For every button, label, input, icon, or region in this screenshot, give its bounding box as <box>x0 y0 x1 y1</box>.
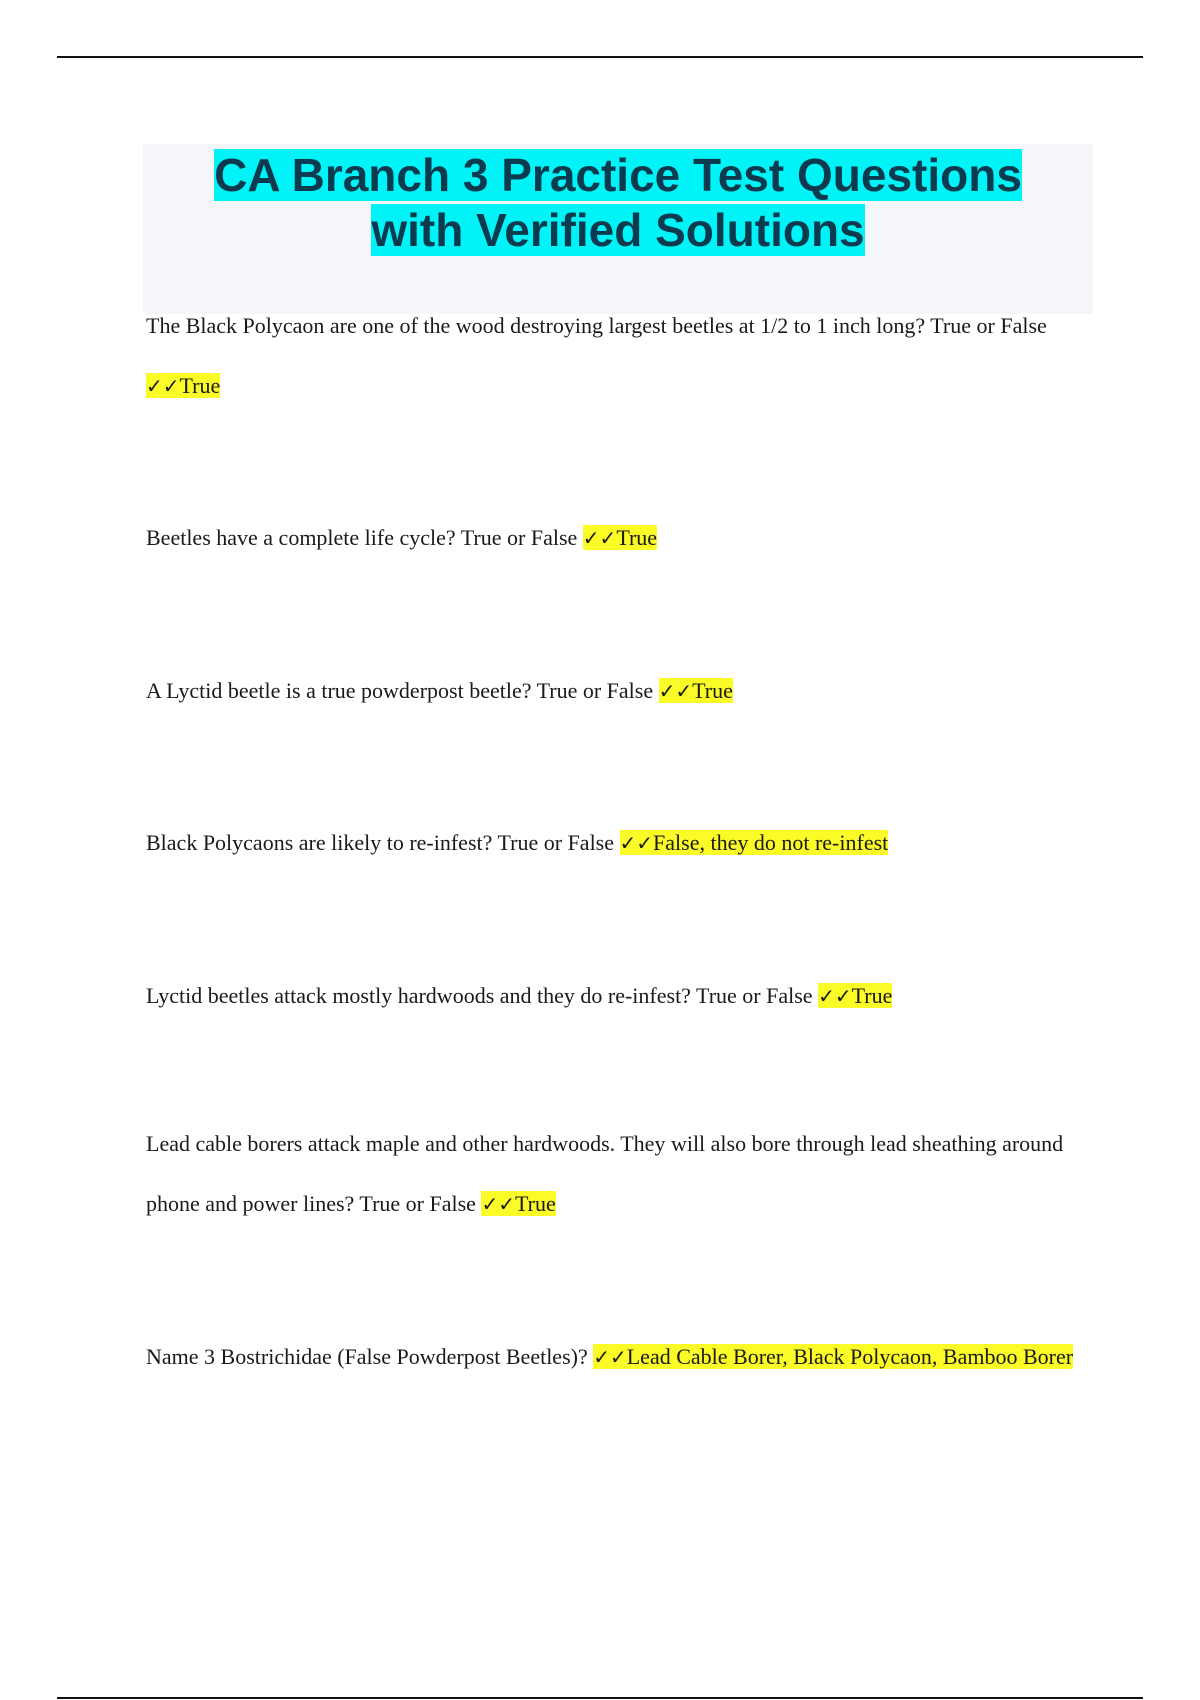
answer-text: Lead Cable Borer, Black Polycaon, Bamboo Borer <box>626 1344 1074 1369</box>
header-rule <box>57 56 1143 58</box>
question-text: Beetles have a complete life cycle? True or False <box>146 525 578 550</box>
qa-item <box>146 661 1096 721</box>
question-text: A Lyctid beetle is a true powderpost beetle? True or False <box>146 678 654 703</box>
question-text: Lead cable borers attack maple and other hardwoods. They will also bore through lead sheathing around phone and power lines? True or False <box>146 1131 1064 1216</box>
answer-text: True <box>616 525 658 550</box>
qa-item <box>146 508 1096 568</box>
double-check-icon: ✓✓ <box>593 1345 627 1369</box>
qa-item <box>146 1327 1096 1387</box>
qa-item <box>146 1114 1096 1234</box>
double-check-icon: ✓✓ <box>481 1192 515 1216</box>
question-text: Lyctid beetles attack mostly hardwoods and they do re-infest? True or False <box>146 983 813 1008</box>
double-check-icon: ✓✓ <box>619 831 654 855</box>
answer-text: True <box>692 678 733 703</box>
answer-text: False, they do not re-infest <box>653 830 889 855</box>
title-line-2: with Verified Solutions <box>371 204 865 256</box>
double-check-icon: ✓✓ <box>818 984 852 1008</box>
answer-highlight <box>583 525 657 550</box>
answer-text: True <box>851 983 893 1008</box>
answer-text: True <box>514 1191 556 1216</box>
footer-rule <box>57 1697 1143 1699</box>
qa-item <box>146 966 1096 1026</box>
answer-highlight <box>818 983 892 1008</box>
title-banner <box>143 144 1093 314</box>
document-title <box>143 144 1093 258</box>
qa-item <box>146 813 1096 873</box>
double-check-icon: ✓✓ <box>146 374 180 398</box>
question-text: Name 3 Bostrichidae (False Powderpost Beetles)? <box>146 1344 588 1369</box>
answer-highlight <box>659 678 733 703</box>
answer-highlight <box>481 1191 555 1216</box>
answer-highlight <box>146 373 220 398</box>
answer-highlight <box>593 1344 1073 1369</box>
question-text: Black Polycaons are likely to re-infest? True or False <box>146 830 615 855</box>
answer-text: True <box>179 373 221 398</box>
double-check-icon: ✓✓ <box>658 679 693 703</box>
question-text: The Black Polycaon are one of the wood destroying largest beetles at 1/2 to 1 inch long? True or False <box>146 313 1047 338</box>
title-line-1: CA Branch 3 Practice Test Questions <box>214 149 1022 201</box>
qa-item <box>146 296 1096 416</box>
double-check-icon: ✓✓ <box>582 526 617 550</box>
answer-highlight <box>620 830 889 855</box>
